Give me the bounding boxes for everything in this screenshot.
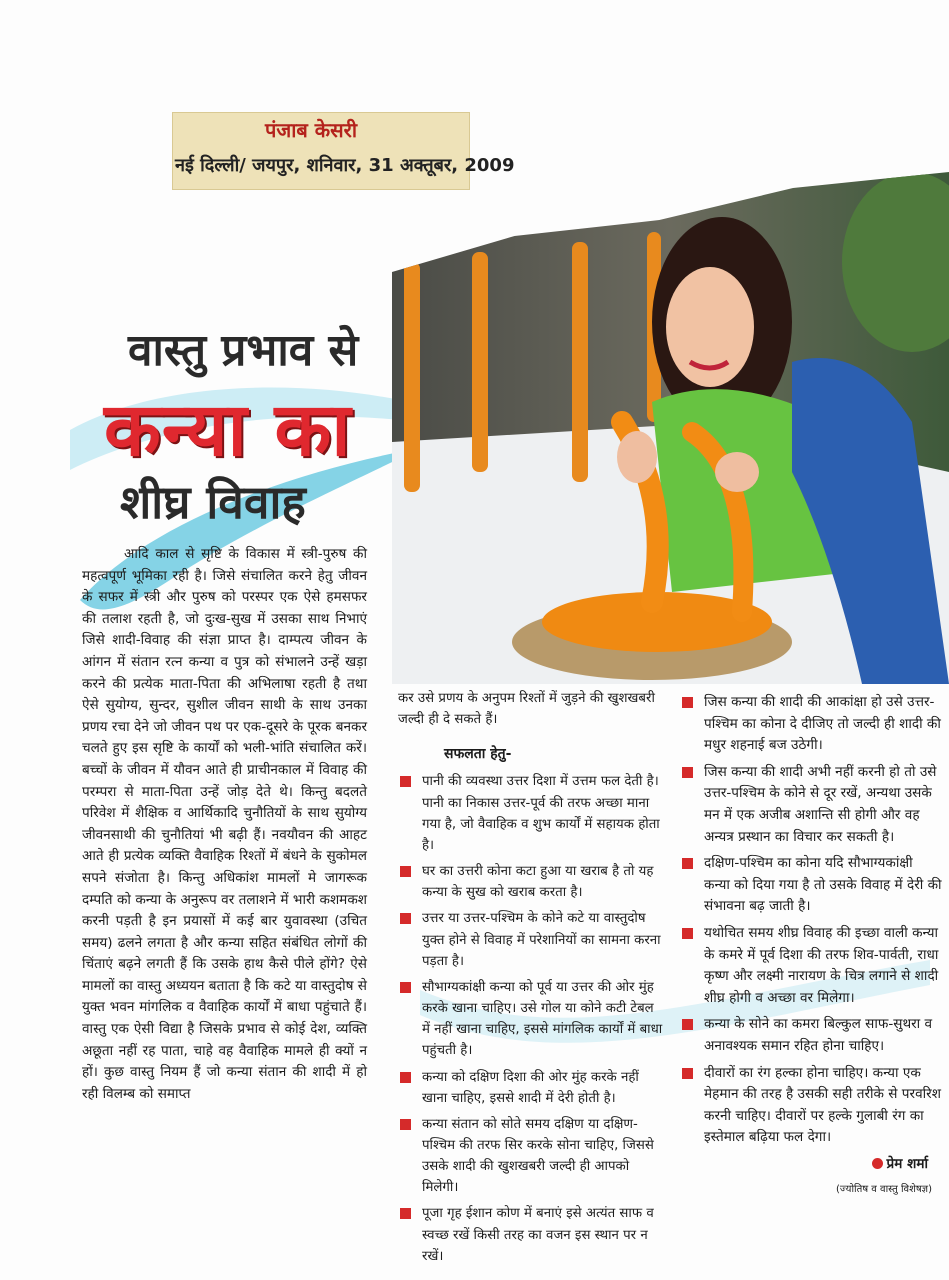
square-bullet-icon: [682, 1068, 693, 1079]
author-name: प्रेम शर्मा: [886, 1155, 928, 1172]
tip-item: [680, 762, 942, 848]
tip-item: [398, 977, 664, 1062]
tip-item: [680, 692, 942, 757]
tip-text: पूजा गृह ईशान कोण में बनाएं इसे अत्यंत साफ व स्वच्छ रखें किसी तरह का वजन इस स्थान पर न रखें।: [422, 1206, 654, 1264]
tip-item: [680, 923, 942, 1009]
author-credential: (ज्योतिष व वास्तु विशेषज्ञ): [836, 1184, 932, 1196]
tip-item: [680, 1014, 942, 1057]
square-bullet-icon: [682, 928, 693, 939]
tip-item: [398, 1067, 664, 1109]
square-bullet-icon: [682, 858, 693, 869]
article-photo: [392, 172, 949, 684]
tip-item: [398, 1203, 664, 1266]
square-bullet-icon: [400, 1208, 411, 1219]
square-bullet-icon: [400, 1119, 411, 1130]
tip-item: [398, 861, 664, 903]
article-column-2: [398, 688, 664, 1272]
tip-item: [680, 1063, 942, 1149]
square-bullet-icon: [400, 1072, 411, 1083]
headline-line-2: कन्या का: [104, 387, 352, 473]
newspaper-name: पंजाब केसरी: [265, 118, 358, 142]
author-byline: [680, 1154, 942, 1176]
tip-item: [398, 1114, 664, 1199]
tip-text: जिस कन्या की शादी की आकांक्षा हो उसे उत्तर-पश्चिम का कोना दे दीजिए तो जल्दी ही शादी की मधुर शहनाई बज उठेगी।: [704, 694, 941, 754]
tip-text: यथोचित समय शीघ्र विवाह की इच्छा वाली कन्या के कमरे में पूर्व दिशा की तरफ शिव-पार्वती, राधा कृष्ण और लक्ष्मी नारायण के चित्र लगाने से शादी शीघ्र होगी व अच्छा वर मिलेगा।: [704, 924, 939, 1006]
photo-illustration: [392, 172, 949, 684]
article-column-3: [680, 692, 942, 1201]
square-bullet-icon: [682, 767, 693, 778]
square-bullet-icon: [400, 776, 411, 787]
square-bullet-icon: [682, 1019, 693, 1030]
tip-text: जिस कन्या की शादी अभी नहीं करनी हो तो उसे उत्तर-पश्चिम के कोने से दूर रखें, अन्यथा उसके मन में एक अजीब अशान्ति सी होगी और वह अन्यत्र प्रस्थान का विचार कर सकती है।: [704, 763, 937, 845]
tip-text: पानी की व्यवस्था उत्तर दिशा में उत्तम फल देती है। पानी का निकास उत्तर-पूर्व की तरफ अच्छा माना गया है, जो वैवाहिक व शुभ कार्यों में सहायक होता है।: [422, 774, 660, 853]
tip-item: [398, 771, 664, 856]
article-column-1: [82, 544, 367, 1105]
headline-line-1: वास्तु प्रभाव से: [128, 325, 359, 376]
article-body: आदि काल से सृष्टि के विकास में स्त्री-पुरुष की महत्वपूर्ण भूमिका रही है। जिसे संचालित करने हेतु जीवन के सफर में स्त्री और पुरुष को परस्पर एक ऐसे हमसफर की तलाश रहती है, जो दुःख-सुख में उसका साथ निभाएं जिसे शादी-विवाह की संज्ञा प्राप्त है। दाम्पत्य जीवन के आंगन में संतान रत्न कन्या व पुत्र को संभालने उन्हें खड़ा करने की प्रत्येक माता-पिता की अभिलाषा रहती है तथा ऐसे सुयोग्य, सुन्दर, सुशील जीवन साथी के साथ उनका प्रणय रचा देने जो जीवन पथ पर एक-दूसरे के पूरक बनकर चलते हुए इस सृष्टि के कार्यों को भली-भांति संचालित करें। बच्चों के जीवन में यौवन आते ही प्राचीनकाल में विवाह की परम्परा से माता-पिता उन्हें जोड़ देते थे। किन्तु बदलते परिवेश में शैक्षिक व आर्थिकादि चुनौतियों के साथ सुयोग्य जीवनसाथी की चुनौतियां भी बढ़ी हैं। नवयौवन की आहट आते ही प्रत्येक व्यक्ति वैवाहिक रिश्तों में बंधने के सुकोमल सपने संजोता है। किन्तु अधिकांश मामलों मे जागरूक दम्पति को कन्या के अनुरूप वर तलाशने में भारी कशमकश करनी पड़ती है इन प्रयासों में कई बार युवावस्था (उचित समय) ढलने लगता है और कन्या सहित संबंधित लोगों की चिंताएं बढ़ने लगती हैं कि उसके हाथ कैसे पीले होंगे? ऐसे मामलों का वास्तु अध्ययन बताता है कि कटे या वास्तुदोष से युक्त भवन मांगलिक व वैवाहिक कार्यों में बाधा पहुंचाते हैं। वास्तु एक ऐसी विद्या है जिसके प्रभाव से कोई देश, व्यक्ति अछूता नहीं रह पाता, चाहे वह वैवाहिक मामले ही क्यों न हों। कुछ वास्तु नियम हैं जो कन्या संतान की शादी में हो रही विलम्ब को समाप्त: [82, 546, 367, 1102]
square-bullet-icon: [400, 982, 411, 993]
article-continuation: कर उसे प्रणय के अनुपम रिश्तों में जुड़ने की खुशखबरी जल्दी ही दे सकते हैं।: [398, 691, 655, 728]
headline-line-3: शीघ्र विवाह: [120, 475, 306, 529]
tip-text: दक्षिण-पश्चिम का कोना यदि सौभाग्यकांक्षी कन्या को दिया गया है तो उसके विवाह में देरी की संभावना बढ़ जाती है।: [704, 855, 942, 915]
tip-text: कन्या के सोने का कमरा बिल्कुल साफ-सुथरा व अनावश्यक समान रहित होना चाहिए।: [704, 1016, 933, 1054]
tip-text: घर का उत्तरी कोना कटा हुआ या खराब है तो यह कन्या के सुख को खराब करता है।: [422, 864, 654, 901]
square-bullet-icon: [400, 913, 411, 924]
tip-item: [680, 853, 942, 918]
tip-text: दीवारों का रंग हल्का होना चाहिए। कन्या एक मेहमान की तरह है उसकी सही तरीके से परवरिश करनी चाहिए। दीवारों पर हल्के गुलाबी रंग का इस्तेमाल बढ़िया फल देगा।: [704, 1064, 941, 1146]
tip-text: सौभाग्यकांक्षी कन्या को पूर्व या उत्तर की ओर मुंह करके खाना चाहिए। उसे गोल या कोने कटी टेबल में नहीं खाना चाहिए, इससे मांगलिक कार्यों में बाधा पहुंचती है।: [422, 979, 663, 1059]
square-bullet-icon: [682, 697, 693, 708]
round-bullet-icon: [872, 1158, 883, 1169]
square-bullet-icon: [400, 866, 411, 877]
tip-text: कन्या को दक्षिण दिशा की ओर मुंह करके नहीं खाना चाहिए, इससे शादी में देरी होती है।: [422, 1069, 639, 1106]
newspaper-masthead: [172, 112, 515, 190]
tip-text: कन्या संतान को सोते समय दक्षिण या दक्षिण-पश्चिम की तरफ सिर करके सोना चाहिए, जिससे उसके शादी की खुशखबरी जल्दी ही आपको मिलेगी।: [422, 1116, 654, 1196]
tips-subheading: सफलता हेतु-: [444, 746, 512, 763]
dateline: नई दिल्ली/ जयपुर, शनिवार, 31 अक्तूबर, 2009: [175, 155, 515, 176]
tip-text: उत्तर या उत्तर-पश्चिम के कोने कटे या वास्तुदोष युक्त होने से विवाह में परेशानियों का सामना करना पड़ता है।: [422, 911, 661, 969]
tip-item: [398, 908, 664, 971]
